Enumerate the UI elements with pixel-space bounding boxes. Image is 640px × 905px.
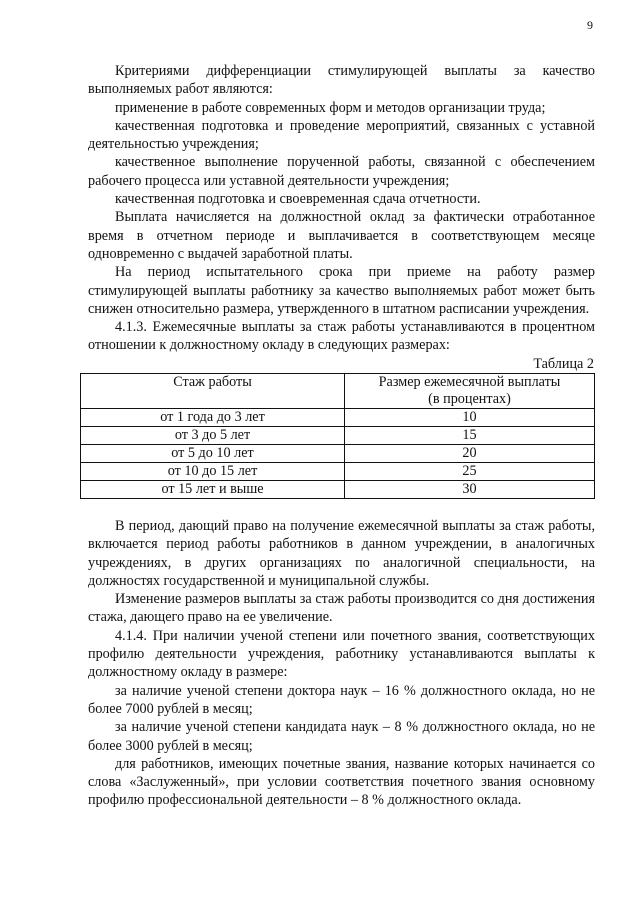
text-block-top [88,62,595,355]
table-cell: 15 [345,427,595,445]
table-row [81,445,595,463]
table-cell: от 15 лет и выше [81,481,345,499]
table-cell: 25 [345,463,595,481]
paragraph: для работников, имеющих почетные звания, название которых начинается со слова «Заслуженный», при условии соответствия почетного звания основному профилю профессиональной деятельности – 8 % должностного оклада. [88,755,595,809]
paragraph: 4.1.4. При наличии ученой степени или почетного звания, соответствующих профилю деятельности учреждения, работнику устанавливаются выплаты к должностному окладу в размере: [88,627,595,681]
table-cell: 10 [345,409,595,427]
table-row [81,409,595,427]
seniority-table [80,373,595,499]
table-cell: 30 [345,481,595,499]
text-block-bottom [88,517,595,810]
paragraph: В период, дающий право на получение ежемесячной выплаты за стаж работы, включается период работы работников в данном учреждении, в аналогичных учреждениях, в других организациях по аналогичной специальности, на должностях государственной и муниципальной службы. [88,518,595,589]
paragraph: применение в работе современных форм и методов организации труда; [115,99,546,116]
table-cell: от 1 года до 3 лет [81,409,345,427]
paragraph: качественная подготовка и своевременная сдача отчетности. [115,191,481,208]
table-row [81,427,595,445]
table-header-row [81,374,595,409]
paragraph: качественная подготовка и проведение мероприятий, связанных с уставной деятельностью учреждения; [88,117,595,153]
paragraph: На период испытательного срока при приеме на работу размер стимулирующей выплаты работнику за качество выполняемых работ может быть снижен относительно размера, утвержденного в штатном расписании учреждения. [88,264,595,317]
table-row [81,481,595,499]
table-caption: Таблица 2 [533,356,594,372]
paragraph: Выплата начисляется на должностной оклад за фактически отработанное время в отчетном периоде и выплачивается в соответствующем месяце одновременно с выдачей заработной платы. [88,209,595,262]
paragraph: за наличие ученой степени доктора наук – 16 % должностного оклада, но не более 7000 рублей в месяц; [88,682,595,717]
paragraph: за наличие ученой степени кандидата наук – 8 % должностного оклада, но не более 3000 рублей в месяц; [88,719,595,754]
table-cell: 20 [345,445,595,463]
table-header-cell: Стаж работы [81,374,345,409]
header-text: Размер ежемесячной выплаты (в процентах) [378,374,561,407]
paragraph: качественное выполнение порученной работы, связанной с обеспечением рабочего процесса или уставной деятельности учреждения; [88,154,595,189]
table-row [81,463,595,481]
page-number: 9 [587,18,593,32]
table-cell: от 3 до 5 лет [81,427,345,445]
table-header-cell [345,374,595,409]
paragraph: 4.1.3. Ежемесячные выплаты за стаж работы устанавливаются в процентном отношении к должностному окладу в следующих размерах: [88,319,595,354]
paragraph: Изменение размеров выплаты за стаж работы производится со дня достижения стажа, дающего право на ее увеличение. [88,591,595,626]
table-cell: от 5 до 10 лет [81,445,345,463]
table-cell: от 10 до 15 лет [81,463,345,481]
paragraph: Критериями дифференциации стимулирующей выплаты за качество выполняемых работ являются: [88,63,595,98]
